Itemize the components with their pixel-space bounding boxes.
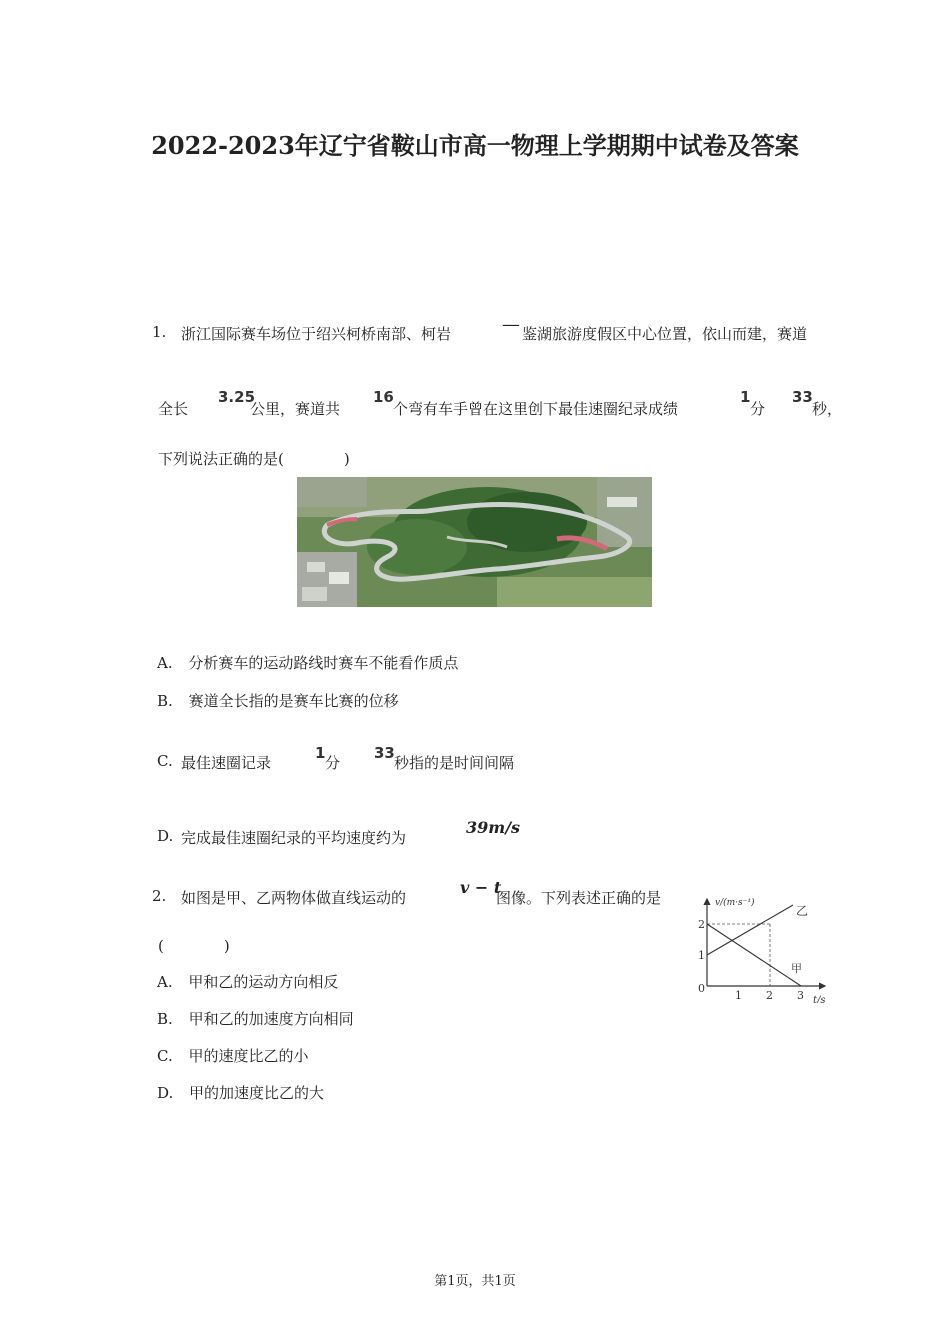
math-value: 1 — [315, 744, 326, 762]
option-letter: D. — [157, 827, 174, 845]
line-yi — [707, 905, 793, 955]
option-letter: B. — [157, 692, 173, 710]
math-value: 33 — [374, 744, 395, 762]
option-b[interactable] — [157, 690, 399, 711]
option-letter: C. — [157, 752, 173, 770]
line-jia — [707, 924, 801, 986]
y-tick-label: 1 — [698, 949, 705, 962]
option-text: 甲和乙的运动方向相反 — [188, 973, 339, 991]
dash-symbol: — — [502, 314, 520, 335]
x-axis-label: t/s — [813, 995, 826, 1003]
question-text: 公里，赛道共 — [250, 400, 341, 418]
question-text: 分 — [750, 400, 766, 418]
answer-paren: ( ) — [158, 937, 230, 955]
option-text: 分 — [325, 754, 341, 772]
y-axis-label: v/(m·s⁻¹) — [715, 898, 755, 908]
question-number: 1. — [152, 323, 167, 341]
math-value: 3.25 — [218, 388, 256, 406]
option-letter: A. — [157, 973, 173, 991]
x-tick-label: 2 — [766, 989, 773, 1002]
question-text: 下列说法正确的是( ) — [158, 450, 350, 468]
option-text: 分析赛车的运动路线时赛车不能看作质点 — [188, 654, 459, 672]
series-label-jia: 甲 — [791, 962, 802, 975]
option-text: 甲的速度比乙的小 — [188, 1047, 309, 1065]
option-text: 甲的加速度比乙的大 — [189, 1084, 325, 1102]
math-value: 33 — [792, 388, 813, 406]
question-text: 图像。下列表述正确的是 — [496, 889, 662, 907]
question-text: 个弯有车手曾在这里创下最佳速圈纪录成绩 — [393, 400, 679, 418]
option-letter: D. — [157, 1084, 174, 1102]
question-text: 鉴湖旅游度假区中心位置，依山而建，赛道 — [522, 325, 808, 343]
origin-label: 0 — [698, 982, 705, 995]
option-d[interactable] — [157, 1082, 324, 1103]
x-tick-label: 3 — [797, 989, 804, 1002]
question-text: 如图是甲、乙两物体做直线运动的 — [181, 889, 407, 907]
option-letter: C. — [157, 1047, 173, 1065]
math-value: 16 — [373, 388, 394, 406]
option-text: 秒指的是时间间隔 — [394, 754, 515, 772]
option-c[interactable] — [157, 1045, 309, 1066]
option-text: 完成最佳速圈纪录的平均速度约为 — [181, 829, 407, 847]
option-a[interactable] — [157, 971, 338, 992]
y-tick-label: 2 — [698, 918, 705, 931]
math-formula: v − t — [460, 878, 502, 897]
x-tick-label: 1 — [735, 989, 742, 1002]
option-a[interactable] — [157, 652, 458, 673]
option-text: 甲和乙的加速度方向相同 — [188, 1010, 354, 1028]
series-label-yi: 乙 — [796, 904, 809, 918]
option-letter: A. — [157, 654, 173, 672]
option-letter: B. — [157, 1010, 173, 1028]
option-text: 赛道全长指的是赛车比赛的位移 — [188, 692, 399, 710]
question-text: 浙江国际赛车场位于绍兴柯桥南部、柯岩 — [181, 325, 452, 343]
option-b[interactable] — [157, 1008, 354, 1029]
math-value: 39m/s — [466, 818, 521, 837]
option-text: 最佳速圈记录 — [181, 754, 272, 772]
page-title: 2022-2023年辽宁省鞍山市高一物理上学期期中试卷及答案 — [151, 131, 799, 160]
page-footer: 第1页，共1页 — [434, 1274, 516, 1289]
racetrack-photo — [297, 477, 652, 607]
question-text: 秒， — [812, 400, 843, 418]
vt-graph — [695, 893, 835, 1003]
question-number: 2. — [152, 887, 167, 905]
math-value: 1 — [740, 388, 751, 406]
question-text: 全长 — [158, 400, 189, 418]
